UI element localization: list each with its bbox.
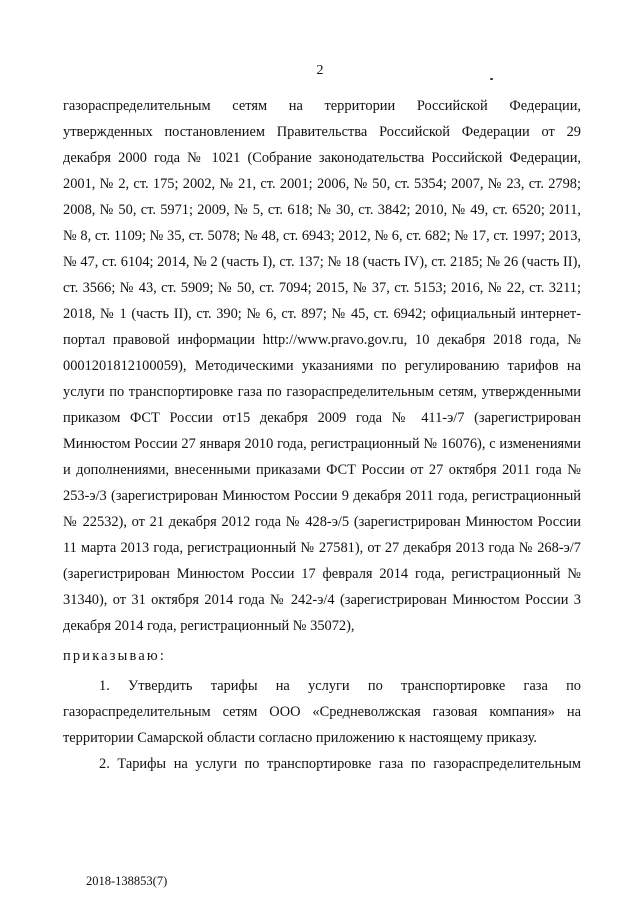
page-number: 2 — [316, 63, 324, 78]
document-body — [63, 93, 581, 777]
paragraph-item-1: 1. Утвердить тарифы на услуги по транспортировке газа по газораспределительным сетям ООО «Средневолжская газовая компания» на территории Самарской области согласно приложению к настоящему приказу. — [63, 678, 581, 746]
paragraph-item-2: 2. Тарифы на услуги по транспортировке газа по газораспределительным — [99, 756, 581, 772]
paragraph-legal-basis: газораспределительным сетям на территории Российской Федерации, утвержденных постановлением Правительства Российской Федерации от 29 декабря 2000 года № 1021 (Собрание законодательства Российской Федерации, 2001, № 2, ст. 175; 2002, № 21, ст. 2001; 2006, № 50, ст. 5354; 2007, № 23, ст. 2798; 2008, № 50, ст. 5971; 2009, № 5, ст. 618; № 30, ст. 3842; 2010, № 49, ст. 6520; 2011, № 8, ст. 1109; № 35, ст. 5078; № 48, ст. 6943; 2012, № 6, ст. 682; № 17, ст. 1997; 2013, № 47, ст. 6104; 2014, № 2 (часть I), ст. 137; № 18 (часть IV), ст. 2185; № 26 (часть II), ст. 3566; № 43, ст. 5909; № 50, ст. 7094; 2015, № 37, ст. 5153; 2016, № 22, ст. 3211; 2018, № 1 (часть II), ст. 390; № 6, ст. 897; № 45, ст. 6942; официальный интернет-портал правовой информации http://www.pravo.gov.ru, 10 декабря 2018 года, № 0001201812100059), Методическими указаниями по регулированию тарифов на услуги по транспортировке газа по газораспределительным сетям, утвержденными приказом ФСТ России от15 декабря 2009 года № 411-э/7 (зарегистрирован Минюстом России 27 января 2010 года, регистрационный № 16076), с изменениями и дополнениями, внесенными приказами ФСТ России от 27 октября 2011 года № 253-э/3 (зарегистрирован Минюстом России 9 декабря 2011 года, регистрационный № 22532), от 21 декабря 2012 года № 428-э/5 (зарегистрирован Минюстом России 11 марта 2013 года, регистрационный № 27581), от 27 декабря 2013 года № 268-э/7 (зарегистрирован Минюстом России 17 февраля 2014 года, регистрационный № 31340), от 31 октября 2014 года № 242-э/4 (зарегистрирован Минюстом России 3 декабря 2014 года, регистрационный № 35072), — [63, 98, 581, 634]
scan-speck — [490, 78, 493, 80]
document-code: 2018-138853(7) — [86, 874, 168, 888]
paragraph-decree-word: приказываю: — [63, 648, 167, 664]
